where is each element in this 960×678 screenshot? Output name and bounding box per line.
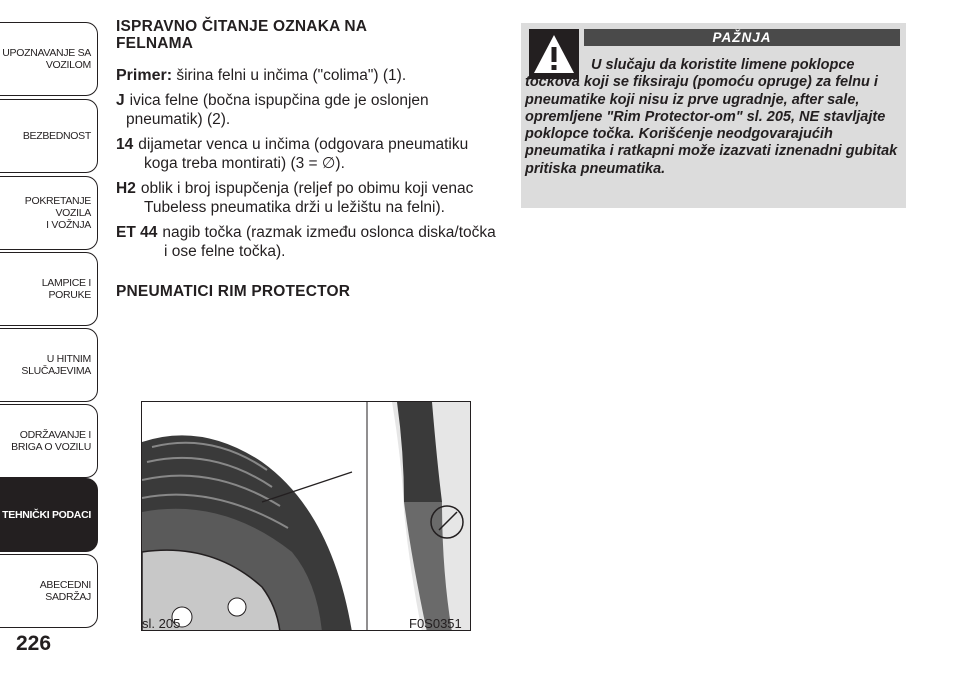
- entry-text: ivica felne (bočna ispupčina gde je oslonjen pneumatik) (2).: [126, 92, 429, 128]
- chapter-sidebar: [0, 0, 100, 640]
- entry-et44: [116, 223, 496, 261]
- tab-tehnicki-podaci[interactable]: TEHNIČKI PODACI: [0, 478, 98, 552]
- figure-code: F0S0351: [409, 616, 462, 631]
- entry-h2: [116, 179, 496, 217]
- figure-caption: sl. 205: [142, 616, 181, 631]
- entry-text: dijametar venca u inčima (odgovara pneumatiku koga treba montirati) (3 = ∅).: [138, 136, 469, 172]
- entry-text: nagib točka (razmak između oslonca diska/točka i ose felne točka).: [162, 224, 496, 260]
- entry-code: J: [116, 92, 125, 109]
- entry-j: [116, 91, 496, 129]
- tab-bezbednost[interactable]: BEZBEDNOST: [0, 99, 98, 173]
- tab-pokretanje-vozila[interactable]: POKRETANJE VOZILA I VOŽNJA: [0, 176, 98, 250]
- main-column: [116, 18, 496, 301]
- entry-code: 14: [116, 136, 134, 153]
- tab-upoznavanje-sa-vozilom[interactable]: UPOZNAVANJE SA VOZILOM: [0, 22, 98, 96]
- warning-title: PAŽNJA: [584, 29, 900, 46]
- entry-14: [116, 135, 496, 173]
- tire-illustration: [142, 402, 471, 631]
- example-lead: Primer:: [116, 67, 173, 84]
- entry-text: oblik i broj ispupčenja (reljef po obimu koji venac Tubeless pneumatika drži u ležištu na felni).: [140, 180, 474, 216]
- tab-lampice-i-poruke[interactable]: LAMPICE I PORUKE: [0, 252, 98, 326]
- tab-u-hitnim-slucajevima[interactable]: U HITNIM SLUČAJEVIMA: [0, 328, 98, 402]
- tab-odrzavanje[interactable]: ODRŽAVANJE I BRIGA O VOZILU: [0, 404, 98, 478]
- entry-code: ET 44: [116, 224, 158, 241]
- figure-rim-protector: [141, 401, 471, 631]
- example-text: širina felni u inčima ("colima") (1).: [176, 67, 407, 84]
- example-line: [116, 66, 496, 85]
- subheading-rim-protector: PNEUMATICI RIM PROTECTOR: [116, 283, 351, 300]
- entry-code: H2: [116, 180, 136, 197]
- page-number: 226: [16, 632, 52, 655]
- tab-abecedni-sadrzaj[interactable]: ABECEDNI SADRŽAJ: [0, 554, 98, 628]
- section-heading: ISPRAVNO ČITANJE OZNAKA NA FELNAMA: [116, 18, 367, 52]
- warning-box: [521, 23, 906, 208]
- warning-text: U slučaju da koristite limene poklopce točkova koji se fiksiraju (pomoću opruge) za felnu i pneumatike koji nisu iz prve ugradnje, after sale, opremljene "Rim Protector-om" sl. 205, NE stavljajte poklopce točka. Korišćenje neodgovarajućih pneumatika i ratkapni može izazvati iznenadni gubitak pritiska pneumatika.: [525, 57, 898, 177]
